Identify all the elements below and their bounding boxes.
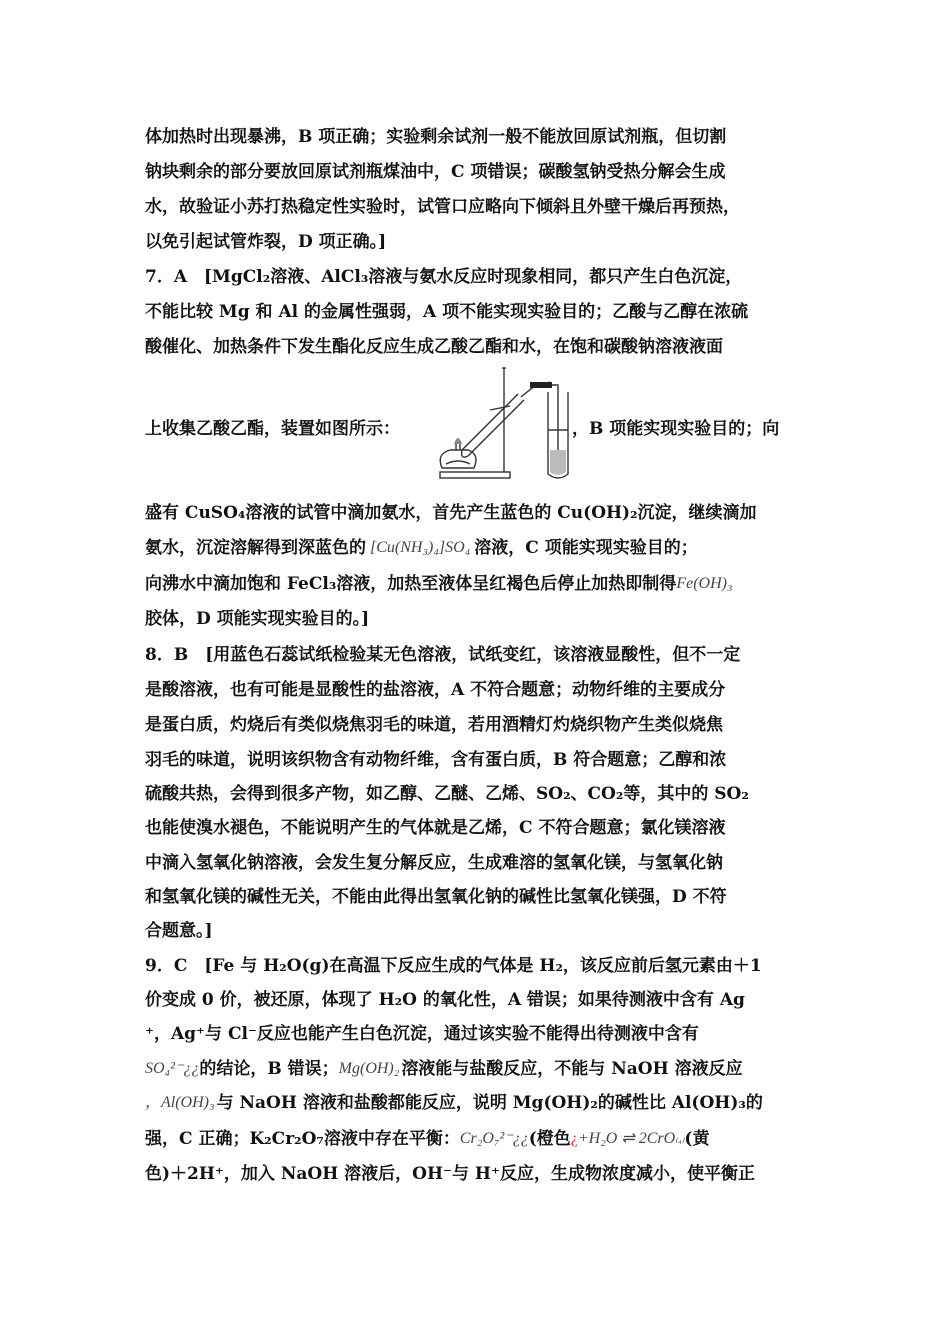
figure-text-before: 上收集乙酸乙酯，装置如图所示： <box>145 419 400 439</box>
formula-aluminium-hydroxide: ，Al(OH)₃ <box>145 1094 215 1111</box>
text-line: 不能比较 Mg 和 Al 的金属性强弱，A 项不能实现实验目的；乙酸与乙醇在浓硫 <box>145 302 749 322</box>
text-line: 价变成 0 价，被还原，体现了 H₂O 的氧化性，A 错误；如果待测液中含有 Ag <box>145 990 745 1010</box>
text-line: 是蛋白质，灼烧后有类似烧焦羽毛的味道，若用酒精灯灼烧织物产生类似烧焦 <box>145 715 723 735</box>
formula-magnesium-hydroxide: Mg(OH)₂ <box>338 1060 400 1077</box>
garbled-glyph: ¿ <box>570 1130 578 1147</box>
formula-sulfate-ion: SO₄²⁻¿¿ <box>145 1060 200 1077</box>
text-line: 7．A [MgCl₂溶液、AlCl₃溶液与氨水反应时现象相同，都只产生白色沉淀， <box>145 267 743 287</box>
text-line: 也能使溴水褪色，不能说明产生的气体就是乙烯，C 不符合题意；氯化镁溶液 <box>145 818 726 838</box>
text-line: 和氢氧化镁的碱性无关，不能由此得出氢氧化钠的碱性比氢氧化镁强，D 不符 <box>145 887 727 907</box>
formula-dichromate-ion: Cr₂O₇²⁻¿¿ <box>459 1130 529 1147</box>
text-line: 是酸溶液，也有可能是显酸性的盐溶液，A 不符合题意；动物纤维的主要成分 <box>145 680 726 700</box>
text-line: 强，C 正确；K₂Cr₂O₇溶液中存在平衡： Cr₂O₇²⁻¿¿ (橙色 ¿ +H₂O ⇌ 2CrO ₍₄₎ (黄 <box>145 1129 710 1149</box>
text-line: 胶体，D 项能实现实验目的。] <box>145 609 370 629</box>
clamp <box>490 406 510 410</box>
reaction-tube <box>462 394 518 450</box>
text-line: SO₄²⁻¿¿ 的结论，B 错误； Mg(OH)₂ 溶液能与盐酸反应，不能与 NaOH 溶液反应 <box>145 1059 743 1079</box>
text-line: 钠块剩余的部分要放回原试剂瓶煤油中，C 项错误；碳酸氢钠受热分解会生成 <box>145 162 726 182</box>
text-line: 以免引起试管炸裂，D 项正确。] <box>145 232 387 252</box>
stand-base <box>440 472 510 478</box>
text-line: ，Al(OH)₃ 与 NaOH 溶液和盐酸都能反应，说明 Mg(OH)₂的碱性比 Al(OH)₃的 <box>145 1093 763 1113</box>
text-line: 羽毛的味道，说明该织物含有动物纤维，含有蛋白质，B 符合题意；乙醇和浓 <box>145 750 727 770</box>
formula-iron-hydroxide: Fe(OH)₃ <box>676 575 733 592</box>
text-line: 中滴入氢氧化钠溶液，会发生复分解反应，生成难溶的氢氧化镁，与氢氧化钠 <box>145 853 723 873</box>
text-line: 体加热时出现暴沸，B 项正确；实验剩余试剂一般不能放回原试剂瓶，但切割 <box>145 127 727 147</box>
text-line: 9．C [Fe 与 H₂O(g)在高温下反应生成的气体是 H₂，该反应前后氢元素由＋1 <box>145 956 762 976</box>
text-line: 色)＋2H⁺，加入 NaOH 溶液后，OH⁻与 H⁺反应，生成物浓度减小，使平衡正 <box>145 1164 755 1184</box>
flame <box>454 438 462 444</box>
esterification-apparatus-figure <box>432 360 572 485</box>
text-line: 硫酸共热，会得到很多产物，如乙醇、乙醚、乙烯、SO₂、CO₂等，其中的 SO₂ <box>145 784 749 804</box>
text-line-figure-after: ，B 项能实现实验目的；向 <box>572 419 780 439</box>
text-line: 8．B [用蓝色石蕊试纸检验某无色溶液，试纸变红，该溶液显酸性，但不一定 <box>145 645 741 665</box>
text-line: ⁺，Ag⁺与 Cl⁻反应也能产生白色沉淀，通过该实验不能得出待测液中含有 <box>145 1024 699 1044</box>
text-line: 盛有 CuSO₄溶液的试管中滴加氨水，首先产生蓝色的 Cu(OH)₂沉淀，继续滴加 <box>145 503 757 523</box>
formula-chromate-equilibrium: +H₂O ⇌ 2CrO <box>577 1130 676 1147</box>
text-line: 酸催化、加热条件下发生酯化反应生成乙酸乙酯和水，在饱和碳酸钠溶液液面 <box>145 337 723 357</box>
text-line: 向沸水中滴加饱和 FeCl₃溶液，加热至液体呈红褐色后停止加热即制得 Fe(OH)₃ <box>145 574 733 594</box>
text-line: 水，故验证小苏打热稳定性实验时，试管口应略向下倾斜且外壁干燥后再预热， <box>145 197 740 217</box>
text-line: 合题意。] <box>145 921 213 941</box>
text-line: 氨水，沉淀溶解得到深蓝色的 [Cu(NH₃)₄]SO₄ 溶液，C 项能实现实验目的； <box>145 538 698 558</box>
formula-tetraammine-copper-sulfate: [Cu(NH₃)₄]SO₄ <box>370 539 471 556</box>
